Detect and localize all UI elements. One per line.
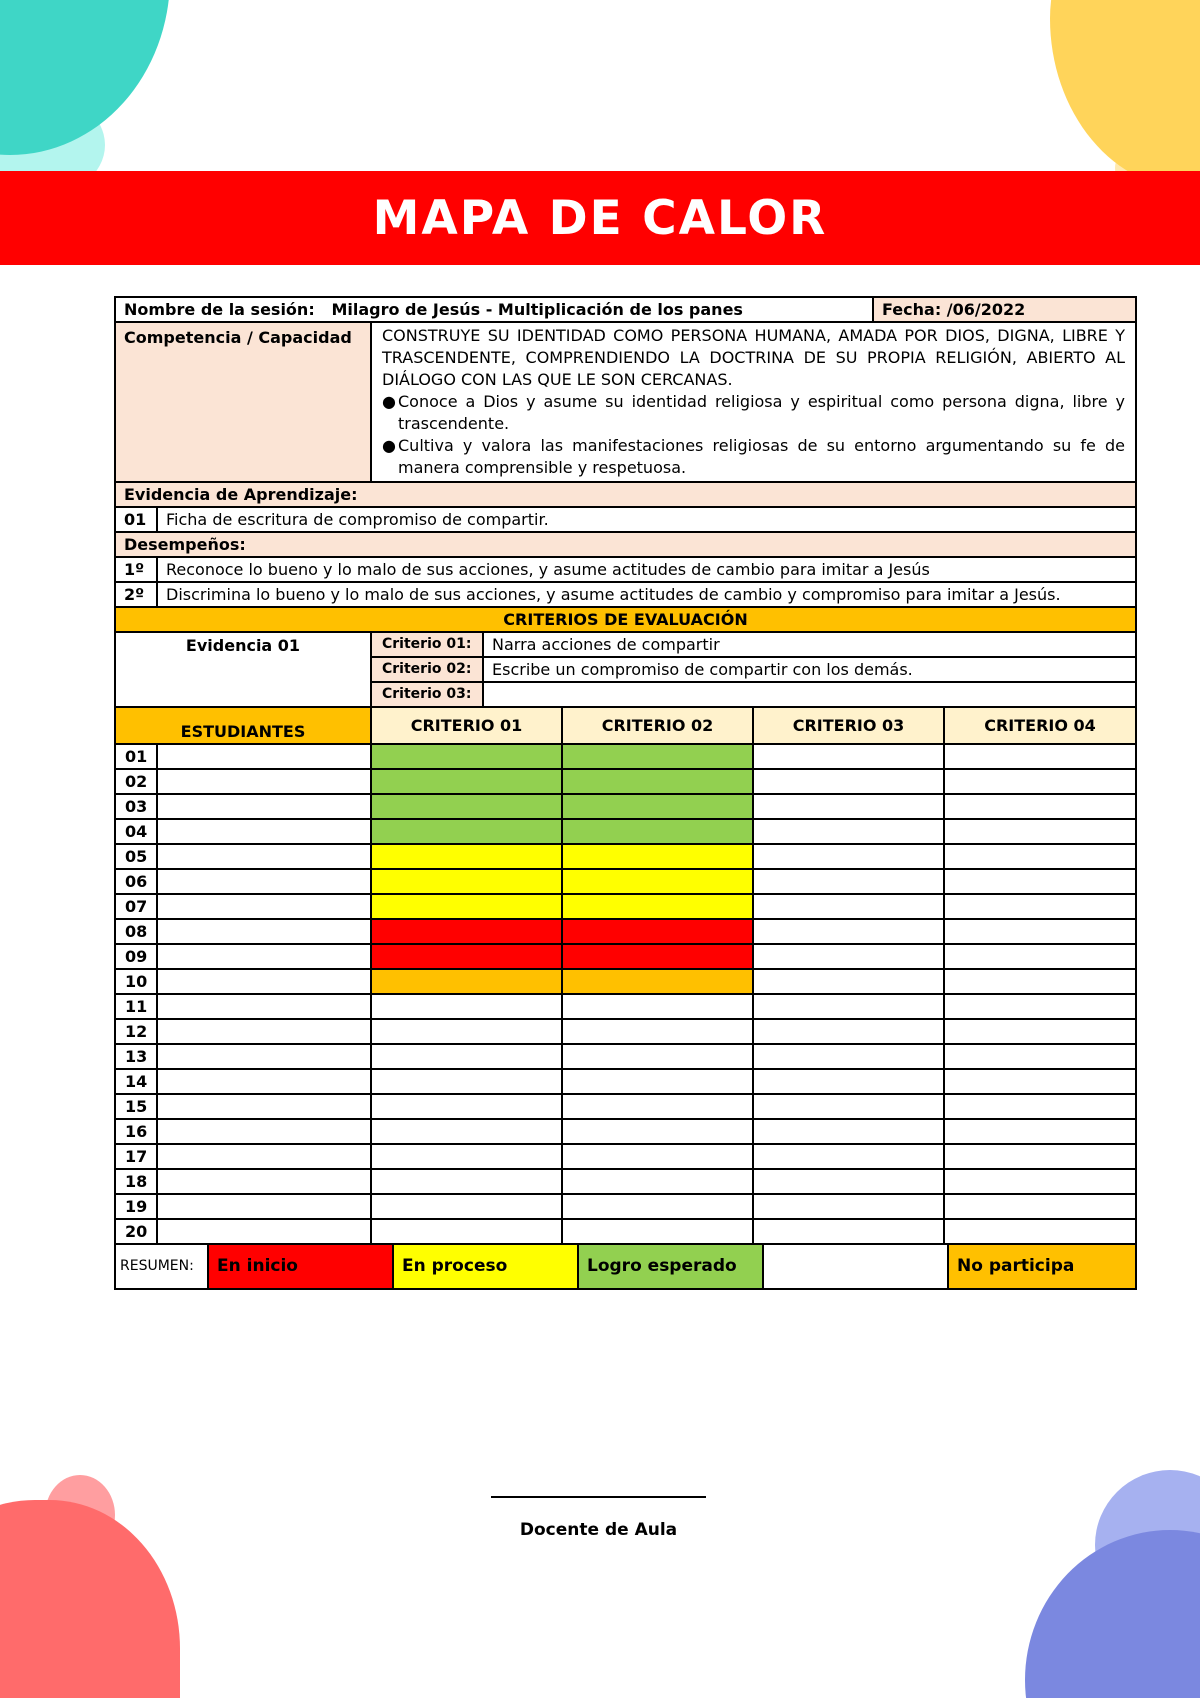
- criterio-02-cell[interactable]: [562, 744, 753, 769]
- criterio-03-cell[interactable]: [753, 1219, 944, 1244]
- desempeno-text: Discrimina lo bueno y lo malo de sus acciones, y asume actitudes de cambio y compromiso para imitar a Jesús.: [157, 582, 1136, 607]
- criterio-04-cell[interactable]: [944, 1119, 1136, 1144]
- decorative-blob-bottom-right: [1025, 1530, 1200, 1698]
- header-criterio-02: CRITERIO 02: [562, 707, 753, 744]
- heat-map-sheet: [114, 296, 1135, 1290]
- student-row: [115, 1144, 1136, 1169]
- criterio-01-cell[interactable]: [371, 919, 562, 944]
- criterio-03-cell[interactable]: [753, 1119, 944, 1144]
- bullet-icon: ●: [382, 436, 396, 455]
- criterio-01-cell[interactable]: [371, 1094, 562, 1119]
- criterio-01-cell[interactable]: [371, 1019, 562, 1044]
- student-name-cell[interactable]: [157, 1069, 371, 1094]
- student-number: 11: [115, 994, 157, 1019]
- criterio-03-cell[interactable]: [753, 1094, 944, 1119]
- criterio-03-cell[interactable]: [753, 969, 944, 994]
- decorative-blob-top-left: [0, 0, 170, 155]
- criterio-01-cell[interactable]: [371, 844, 562, 869]
- criterio-03-cell[interactable]: [753, 869, 944, 894]
- criterio-03-cell[interactable]: [753, 769, 944, 794]
- criterio-04-cell[interactable]: [944, 1094, 1136, 1119]
- student-number: 13: [115, 1044, 157, 1069]
- criterio-label: Criterio 02:: [371, 657, 483, 682]
- criterio-01-cell[interactable]: [371, 944, 562, 969]
- student-row: [115, 944, 1136, 969]
- criterio-04-cell[interactable]: [944, 1019, 1136, 1044]
- criterio-02-cell[interactable]: [562, 769, 753, 794]
- student-row: [115, 744, 1136, 769]
- student-number: 06: [115, 869, 157, 894]
- student-number: 15: [115, 1094, 157, 1119]
- criterio-02-cell[interactable]: [562, 1194, 753, 1219]
- student-name-cell[interactable]: [157, 944, 371, 969]
- criterio-04-cell[interactable]: [944, 1194, 1136, 1219]
- student-name-cell[interactable]: [157, 1094, 371, 1119]
- competencia-text: [371, 322, 1136, 482]
- criterio-02-cell[interactable]: [562, 869, 753, 894]
- criterio-03-cell[interactable]: [753, 844, 944, 869]
- criterio-04-cell[interactable]: [944, 844, 1136, 869]
- criterio-01-cell[interactable]: [371, 744, 562, 769]
- criterio-01-cell[interactable]: [371, 1169, 562, 1194]
- criterio-04-cell[interactable]: [944, 1169, 1136, 1194]
- student-name-cell[interactable]: [157, 844, 371, 869]
- student-number: 07: [115, 894, 157, 919]
- legend-logro-esperado: Logro esperado: [578, 1244, 763, 1289]
- criterios-heading: CRITERIOS DE EVALUACIÓN: [115, 607, 1136, 632]
- student-name-cell[interactable]: [157, 969, 371, 994]
- criterio-02-cell[interactable]: [562, 819, 753, 844]
- student-name-cell[interactable]: [157, 819, 371, 844]
- student-row: [115, 1169, 1136, 1194]
- criterio-01-cell[interactable]: [371, 819, 562, 844]
- criterio-04-cell[interactable]: [944, 1069, 1136, 1094]
- student-name-cell[interactable]: [157, 1044, 371, 1069]
- signature-line: [491, 1496, 706, 1498]
- legend-empty: [763, 1244, 948, 1289]
- criterio-text: Narra acciones de compartir: [483, 632, 1136, 657]
- capacity-item: ● Cultiva y valora las manifestaciones religiosas de su entorno argumentando su fe de manera comprensible y respetuosa.: [382, 436, 1126, 477]
- evidence-label: Evidencia 01: [115, 632, 371, 707]
- student-name-cell[interactable]: [157, 894, 371, 919]
- student-name-cell[interactable]: [157, 994, 371, 1019]
- criterio-01-cell[interactable]: [371, 1119, 562, 1144]
- bullet-icon: ●: [382, 392, 396, 411]
- criterio-04-cell[interactable]: [944, 1219, 1136, 1244]
- criterio-03-cell[interactable]: [753, 894, 944, 919]
- student-number: 18: [115, 1169, 157, 1194]
- desempeno-num: 2º: [115, 582, 157, 607]
- header-criterio-01: CRITERIO 01: [371, 707, 562, 744]
- session-date: Fecha: /06/2022: [873, 297, 1136, 322]
- legend-en-inicio: En inicio: [208, 1244, 393, 1289]
- criterio-01-cell[interactable]: [371, 769, 562, 794]
- student-name-cell[interactable]: [157, 769, 371, 794]
- desempenos-label: Desempeños:: [115, 532, 1136, 557]
- evidencia-label: Evidencia de Aprendizaje:: [115, 482, 1136, 507]
- session-name: Milagro de Jesús - Multiplicación de los panes: [331, 300, 743, 319]
- student-row: [115, 1019, 1136, 1044]
- desempeno-num: 1º: [115, 557, 157, 582]
- student-number: 20: [115, 1219, 157, 1244]
- criterio-02-cell[interactable]: [562, 1144, 753, 1169]
- criterio-04-cell[interactable]: [944, 944, 1136, 969]
- student-number: 12: [115, 1019, 157, 1044]
- criterio-04-cell[interactable]: [944, 769, 1136, 794]
- criterio-02-cell[interactable]: [562, 794, 753, 819]
- student-number: 10: [115, 969, 157, 994]
- criterio-04-cell[interactable]: [944, 794, 1136, 819]
- criterio-04-cell[interactable]: [944, 744, 1136, 769]
- student-row: [115, 919, 1136, 944]
- criterio-02-cell[interactable]: [562, 944, 753, 969]
- capacity-list: [382, 391, 1125, 479]
- evidencia-num: 01: [115, 507, 157, 532]
- criterio-03-cell[interactable]: [753, 1069, 944, 1094]
- student-number: 08: [115, 919, 157, 944]
- student-row: [115, 1219, 1136, 1244]
- criterio-01-cell[interactable]: [371, 1144, 562, 1169]
- criterio-01-cell[interactable]: [371, 1044, 562, 1069]
- criterio-04-cell[interactable]: [944, 819, 1136, 844]
- criterio-02-cell[interactable]: [562, 844, 753, 869]
- student-row: [115, 994, 1136, 1019]
- student-row: [115, 1194, 1136, 1219]
- student-row: [115, 1044, 1136, 1069]
- student-name-cell[interactable]: [157, 1019, 371, 1044]
- evidencia-text: Ficha de escritura de compromiso de compartir.: [157, 507, 1136, 532]
- criterio-04-cell[interactable]: [944, 1044, 1136, 1069]
- criterio-03-cell[interactable]: [753, 919, 944, 944]
- criterio-04-cell[interactable]: [944, 994, 1136, 1019]
- criterio-01-cell[interactable]: [371, 1069, 562, 1094]
- criterio-04-cell[interactable]: [944, 894, 1136, 919]
- student-number: 14: [115, 1069, 157, 1094]
- competencia-label: Competencia / Capacidad: [115, 322, 371, 482]
- student-number: 09: [115, 944, 157, 969]
- student-number: 04: [115, 819, 157, 844]
- header-estudiantes: ESTUDIANTES: [115, 707, 371, 744]
- student-row: [115, 1094, 1136, 1119]
- summary-label: RESUMEN:: [115, 1244, 208, 1289]
- student-row: [115, 819, 1136, 844]
- student-row: [115, 844, 1136, 869]
- legend-no-participa: No participa: [948, 1244, 1136, 1289]
- criterio-label: Criterio 01:: [371, 632, 483, 657]
- criterio-03-cell[interactable]: [753, 1144, 944, 1169]
- criterio-04-cell[interactable]: [944, 1144, 1136, 1169]
- criterio-02-cell[interactable]: [562, 1119, 753, 1144]
- criterio-03-cell[interactable]: [753, 1194, 944, 1219]
- criterio-04-cell[interactable]: [944, 919, 1136, 944]
- student-name-cell[interactable]: [157, 1194, 371, 1219]
- criterio-01-cell[interactable]: [371, 1194, 562, 1219]
- criterio-03-cell[interactable]: [753, 1019, 944, 1044]
- legend-en-proceso: En proceso: [393, 1244, 578, 1289]
- signature-label: Docente de Aula: [519, 1520, 678, 1540]
- criterio-03-cell[interactable]: [753, 994, 944, 1019]
- student-row: [115, 794, 1136, 819]
- student-name-cell[interactable]: [157, 1169, 371, 1194]
- criterio-02-cell[interactable]: [562, 1169, 753, 1194]
- student-name-cell[interactable]: [157, 1144, 371, 1169]
- criterio-text: [483, 682, 1136, 707]
- competencia-heading: CONSTRUYE SU IDENTIDAD COMO PERSONA HUMANA, AMADA POR DIOS, DIGNA, LIBRE Y TRASCENDENTE, COMPRENDIENDO LA DOCTRINA DE SU PROPIA RELIGIÓN, ABIERTO AL DIÁLOGO CON LAS QUE LE SON CERCANAS.: [382, 326, 1126, 389]
- student-name-cell[interactable]: [157, 1119, 371, 1144]
- summary-table: [114, 1243, 1137, 1290]
- student-row: [115, 969, 1136, 994]
- title-banner: [0, 171, 1200, 265]
- criterio-03-cell[interactable]: [753, 1169, 944, 1194]
- student-row: [115, 769, 1136, 794]
- student-name-cell[interactable]: [157, 869, 371, 894]
- student-name-cell[interactable]: [157, 1219, 371, 1244]
- decorative-blob-bottom-left: [0, 1500, 180, 1698]
- student-row: [115, 869, 1136, 894]
- student-number: 16: [115, 1119, 157, 1144]
- header-criterio-03: CRITERIO 03: [753, 707, 944, 744]
- criterio-03-cell[interactable]: [753, 744, 944, 769]
- decorative-blob-top-right: [1050, 0, 1200, 190]
- criterio-text: Escribe un compromiso de compartir con los demás.: [483, 657, 1136, 682]
- criterio-02-cell[interactable]: [562, 1019, 753, 1044]
- criterio-02-cell[interactable]: [562, 1044, 753, 1069]
- criterio-03-cell[interactable]: [753, 1044, 944, 1069]
- page-title: MAPA DE CALOR: [372, 190, 828, 246]
- criterio-01-cell[interactable]: [371, 969, 562, 994]
- desempeno-text: Reconoce lo bueno y lo malo de sus acciones, y asume actitudes de cambio para imitar a Jesús: [157, 557, 1136, 582]
- criterio-03-cell[interactable]: [753, 944, 944, 969]
- criterio-02-cell[interactable]: [562, 894, 753, 919]
- student-name-cell[interactable]: [157, 744, 371, 769]
- student-number: 01: [115, 744, 157, 769]
- student-name-cell[interactable]: [157, 919, 371, 944]
- header-criterio-04: CRITERIO 04: [944, 707, 1136, 744]
- criterio-label: Criterio 03:: [371, 682, 483, 707]
- criterio-01-cell[interactable]: [371, 794, 562, 819]
- criterio-02-cell[interactable]: [562, 969, 753, 994]
- student-row: [115, 894, 1136, 919]
- student-number: 05: [115, 844, 157, 869]
- criterio-01-cell[interactable]: [371, 994, 562, 1019]
- criterio-02-cell[interactable]: [562, 1069, 753, 1094]
- criterio-01-cell[interactable]: [371, 1219, 562, 1244]
- student-number: 02: [115, 769, 157, 794]
- student-row: [115, 1069, 1136, 1094]
- criterio-01-cell[interactable]: [371, 894, 562, 919]
- criterio-02-cell[interactable]: [562, 919, 753, 944]
- criterio-04-cell[interactable]: [944, 869, 1136, 894]
- student-number: 03: [115, 794, 157, 819]
- session-label: Nombre de la sesión:: [124, 300, 315, 319]
- criterio-03-cell[interactable]: [753, 794, 944, 819]
- criterio-02-cell[interactable]: [562, 1219, 753, 1244]
- heat-map-grid: [114, 706, 1137, 1245]
- criterio-04-cell[interactable]: [944, 969, 1136, 994]
- criterio-02-cell[interactable]: [562, 1094, 753, 1119]
- session-row: [115, 297, 873, 322]
- criterio-03-cell[interactable]: [753, 819, 944, 844]
- student-name-cell[interactable]: [157, 794, 371, 819]
- student-number: 17: [115, 1144, 157, 1169]
- info-table: [114, 296, 1137, 708]
- grid-body: [115, 744, 1136, 1244]
- student-row: [115, 1119, 1136, 1144]
- student-number: 19: [115, 1194, 157, 1219]
- criterio-01-cell[interactable]: [371, 869, 562, 894]
- criterio-02-cell[interactable]: [562, 994, 753, 1019]
- capacity-item: ● Conoce a Dios y asume su identidad religiosa y espiritual como persona digna, libre y trascendente.: [382, 392, 1126, 433]
